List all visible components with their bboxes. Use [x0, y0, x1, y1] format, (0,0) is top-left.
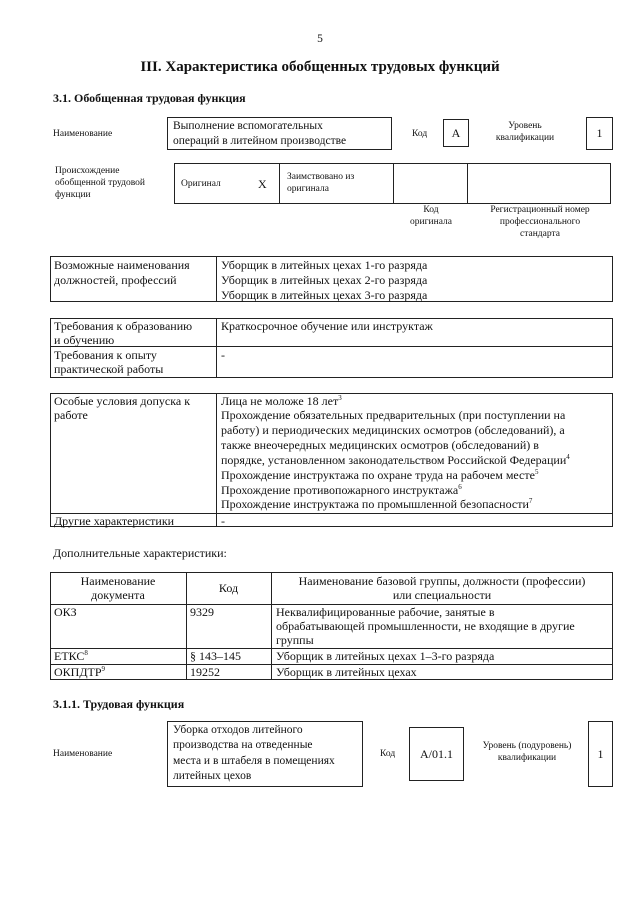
orig-code-caption-2: оригинала	[410, 217, 452, 227]
footnote-9: 9	[101, 665, 106, 673]
origin-label-1: Происхождение	[55, 166, 120, 176]
col-doc-header-1: Наименование	[80, 574, 156, 588]
col-name-header-1: Наименование базовой группы, должности (профессии)	[298, 574, 586, 588]
condition-line-5: порядке, установленном законодательством Российской Федерации$^4$	[221, 453, 570, 467]
tf-level-label-2: квалификации	[497, 753, 557, 763]
conditions-label-1: Особые условия допуска к	[54, 394, 191, 408]
row-okpdtr-doc: ОКПДТР$^9$	[54, 665, 106, 679]
borrowed-label-2: оригинала	[287, 184, 329, 194]
row-etks-name: Уборщик в литейных цехах 1–3-го разряда	[276, 649, 495, 663]
experience-label-2: практической работы	[54, 362, 164, 376]
tf-name-label: Наименование	[53, 749, 113, 759]
row-okpdtr-name: Уборщик в литейных цехах	[276, 665, 417, 679]
row-etks-code: § 143–145	[190, 649, 241, 663]
tf-name-line-4: литейных цехов	[173, 770, 252, 782]
reg-caption-2: профессионального	[499, 217, 581, 227]
col-name-header-2: или специальности	[392, 588, 492, 602]
origin-label-3: функции	[55, 190, 91, 200]
section-title: III. Характеристика обобщенных трудовых функций	[140, 59, 500, 75]
borrowed-label-1: Заимствовано из	[287, 172, 355, 182]
row-okz-doc: ОКЗ	[54, 605, 77, 619]
row-okz-name-1: Неквалифицированные рабочие, занятые в	[276, 605, 495, 619]
condition-line-8: Прохождение инструктажа по промышленной безопасности$^7$	[221, 497, 533, 511]
position-item-2: Уборщик в литейных цехах 2-го разряда	[221, 273, 428, 287]
conditions-label-2: работе	[54, 408, 88, 422]
tf-name-line-3: места и в штабеля в помещениях	[173, 755, 335, 767]
positions-label-2: должностей, профессий	[54, 273, 177, 287]
condition-line-7: Прохождение противопожарного инструктажа$^6$	[221, 483, 462, 497]
footnote-8: 8	[84, 649, 88, 657]
gtf-name-line-1: Выполнение вспомогательных	[173, 120, 323, 132]
position-item-3: Уборщик в литейных цехах 3-го разряда	[221, 288, 428, 302]
orig-code-caption-1: Код	[423, 205, 439, 215]
tf-code-value: А/01.1	[420, 747, 453, 761]
col-doc-header-2: документа	[91, 588, 145, 602]
gtf-level-label-1: Уровень	[508, 121, 542, 131]
condition-line-1: Лица не моложе 18 лет$^3$	[221, 394, 342, 408]
tf-heading: 3.1.1. Трудовая функция	[53, 697, 185, 711]
education-value: Краткосрочное обучение или инструктаж	[221, 319, 433, 333]
additional-heading: Дополнительные характеристики:	[53, 546, 227, 560]
gtf-code-value: А	[451, 126, 461, 140]
footnote-4: 4	[566, 453, 570, 461]
education-label-1: Требования к образованию	[54, 319, 193, 333]
tf-name-line-2: производства на отведенные	[173, 739, 313, 751]
other-value: -	[221, 514, 225, 528]
education-label-2: и обучению	[54, 333, 115, 347]
condition-line-6: Прохождение инструктажа по охране труда на рабочем месте$^5$	[221, 468, 539, 482]
footnote-3: 3	[338, 394, 342, 402]
tf-code-label: Код	[380, 749, 396, 759]
experience-value: -	[221, 348, 225, 362]
condition-line-2: Прохождение обязательных предварительных (при поступлении на	[221, 408, 566, 422]
gtf-name-label: Наименование	[53, 129, 113, 139]
tf-level-value: 1	[597, 747, 604, 761]
row-okz-name-3: группы	[276, 633, 314, 647]
footnote-5: 5	[534, 468, 539, 476]
tf-name-line-1: Уборка отходов литейного	[173, 724, 303, 736]
row-okz-code: 9329	[190, 605, 214, 619]
position-item-1: Уборщик в литейных цехах 1-го разряда	[221, 258, 428, 272]
row-etks-doc: ЕТКС$^8$	[54, 649, 88, 663]
original-mark: X	[258, 177, 267, 191]
row-okpdtr-code: 19252	[190, 665, 220, 679]
condition-line-4: также внеочередных медицинских осмотров (обследований) в	[221, 438, 539, 452]
gtf-code-label: Код	[412, 129, 428, 139]
page-number: 5	[317, 33, 323, 45]
reg-caption-3: стандарта	[520, 229, 560, 239]
gtf-level-label-2: квалификации	[495, 133, 555, 143]
gtf-name-line-2: операций в литейном производстве	[173, 135, 347, 147]
other-label: Другие характеристики	[54, 514, 175, 528]
reg-caption-1: Регистрационный номер	[490, 205, 590, 215]
tf-level-label-1: Уровень (подуровень)	[482, 741, 572, 751]
experience-label-1: Требования к опыту	[54, 348, 157, 362]
gtf-level-value: 1	[596, 126, 603, 140]
positions-label-1: Возможные наименования	[54, 258, 190, 272]
gtf-heading: 3.1. Обобщенная трудовая функция	[53, 91, 246, 105]
condition-line-3: работу) и периодических медицинских осмотров (обследований), а	[221, 423, 565, 437]
footnote-7: 7	[528, 497, 533, 505]
footnote-6: 6	[458, 483, 462, 491]
original-label: Оригинал	[181, 179, 221, 189]
col-code-header: Код	[218, 581, 239, 595]
row-okz-name-2: обрабатывающей промышленности, не входящие в другие	[276, 619, 575, 633]
origin-label-2: обобщенной трудовой	[55, 178, 145, 188]
